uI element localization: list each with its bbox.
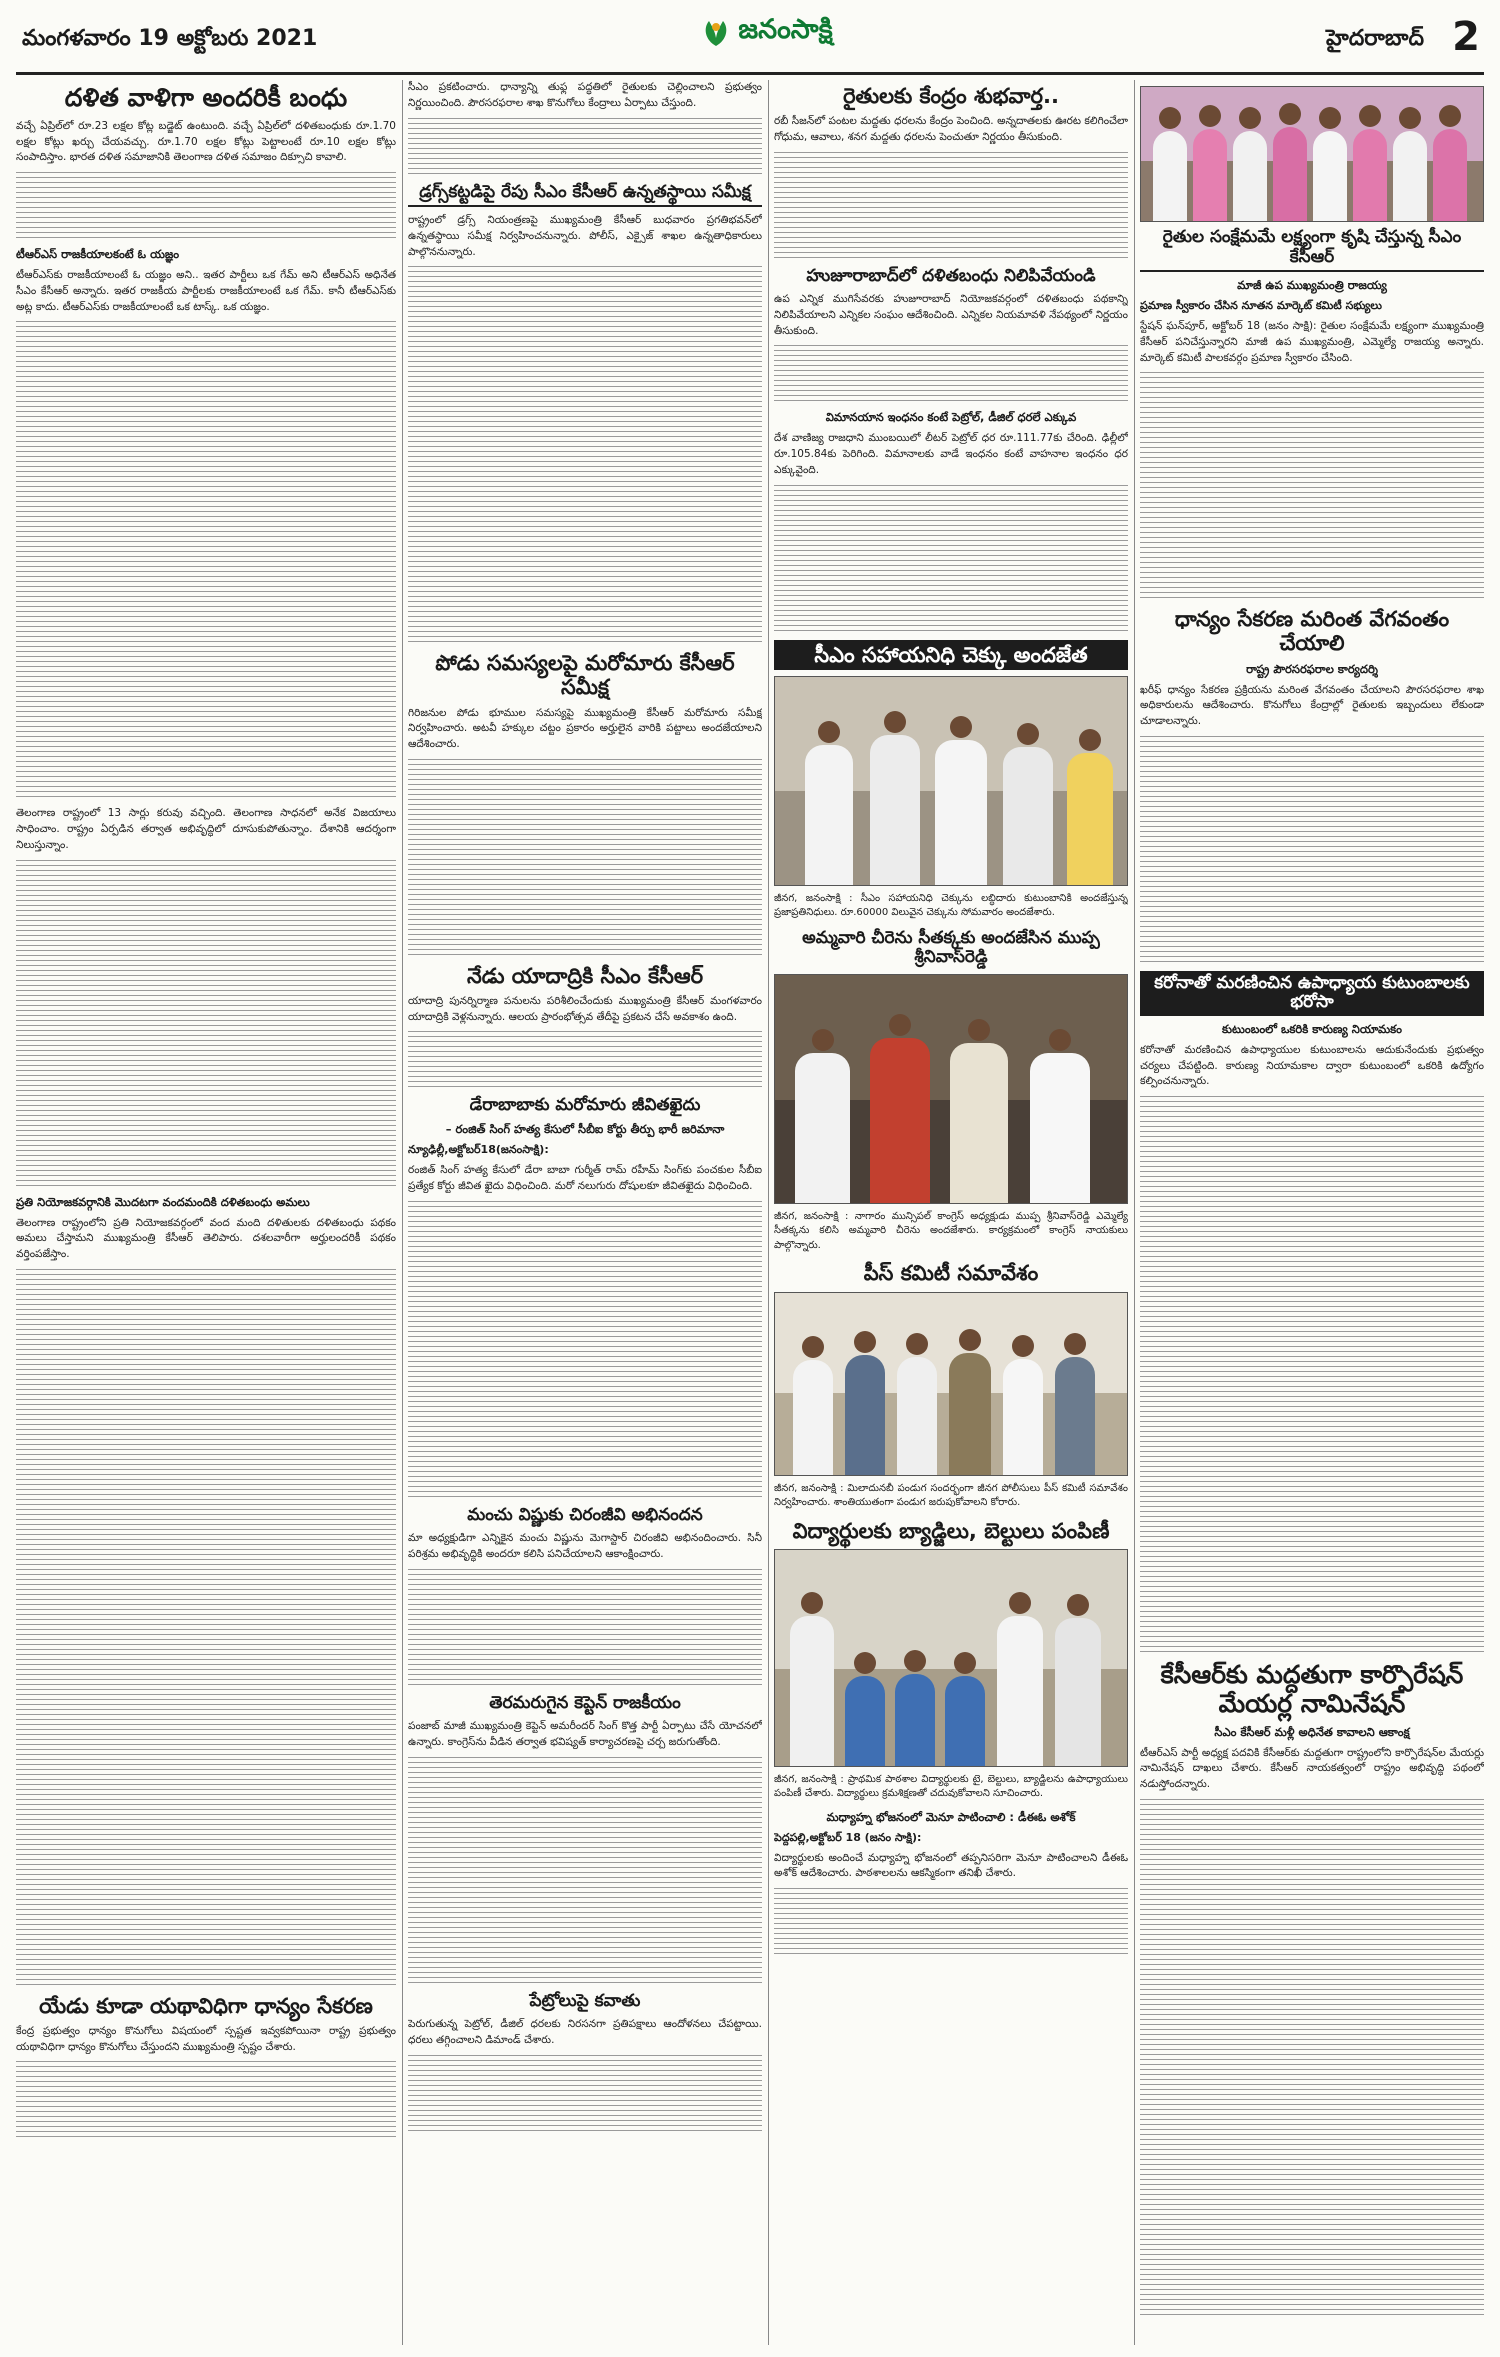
news-photo	[1140, 86, 1484, 222]
article-text: కేంద్ర ప్రభుత్వం ధాన్యం కొనుగోలు విషయంలో స్పష్టత ఇవ్వకపోయినా రాష్ట్ర ప్రభుత్వం యథావిధిగా ధాన్యం కొనుగోలు చేస్తుందని ముఖ్యమంత్రి స్పష్టం చేశారు.	[16, 2024, 396, 2053]
text-block	[16, 860, 396, 1190]
headline: యేడు కూడా యథావిధిగా ధాన్యం సేకరణ	[39, 1993, 373, 2018]
article-text: కరోనాతో మరణించిన ఉపాధ్యాయుల కుటుంబాలను ఆదుకునేందుకు ప్రభుత్వం చర్యలు చేపట్టింది. కారుణ్య నియామకాల ద్వారా కుటుంబంలో ఒకరికి ఉద్యోగం కల్పించనున్నారు.	[1140, 1043, 1484, 1088]
subheading: టీఆర్‌ఎస్‌ రాజకీయాలకంటే ఓ యజ్ఞం	[16, 247, 180, 261]
headline: పోడు సమస్యలపై మరోమారు కేసీఆర్‌ సమీక్ష	[435, 651, 735, 700]
text-block	[408, 759, 762, 959]
text-block	[408, 1201, 762, 1501]
subheading: కుటుంబంలో ఒకరికి కారుణ్య నియామకం	[1222, 1021, 1402, 1036]
headline: డ్రగ్స్‌కట్టడిపై రేపు సీఎం కేసీఆర్‌ ఉన్నతస్థాయి సమీక్ష	[408, 183, 762, 208]
headline: పీస్‌ కమిటీ సమావేశం	[863, 1261, 1039, 1286]
headline: మంచు విష్ణుకు చిరంజీవి అభినందన	[467, 1504, 703, 1525]
column-divider	[768, 80, 769, 2345]
text-block	[408, 1757, 762, 1987]
article-text: సీఎం ప్రకటించారు. ధాన్యాన్ని తుఫ్ల పద్ధతిలో రైతులకు చెల్లించాలని ప్రభుత్వం నిర్ణయించింది. పౌరసరఫరాల శాఖ కొనుగోలు కేంద్రాలు ఏర్పాటు చేస్తుంది.	[408, 81, 762, 109]
article-text: వచ్చే ఏప్రిల్‌లో రూ.23 లక్షల కోట్ల బడ్జెట్‌ ఉంటుంది. వచ్చే ఏప్రిల్‌లో దళితబంధుకు రూ.1.70 లక్షల కోట్లు ఖర్చు చేయవచ్చు. రూ.1.70 లక్షల కోట్లు పెట్టాలంటే రూ.10 లక్షల కోట్లు సంపాదిస్తాం. భారత దళిత సమాజానికి తెలంగాణ దళిత సమాజం దిక్సూచి కావాలి.	[16, 119, 396, 164]
article-text: టీఆర్‌ఎస్‌ పార్టీ అధ్యక్ష పదవికి కేసీఆర్‌కు మద్దతుగా రాష్ట్రంలోని కార్పొరేషన్‌ల మేయర్లు నామినేషన్‌ దాఖలు చేశారు. కేసీఆర్‌ నాయకత్వంలో రాష్ట్రం అభివృద్ధి పథంలో నడుస్తోందన్నారు.	[1140, 1746, 1484, 1791]
column-1	[16, 80, 396, 2345]
text-block	[774, 152, 1128, 262]
text-block	[408, 1569, 762, 1689]
text-block	[1140, 1096, 1484, 1656]
headline: డేరాబాబాకు మరోమారు జీవితఖైదు	[469, 1095, 701, 1116]
page-number: 2	[1452, 14, 1480, 60]
text-block	[1140, 1799, 1484, 2319]
text-block	[16, 172, 396, 242]
brand-name: జనంసాక్షి	[738, 14, 833, 45]
article-text: ఖరీఫ్‌ ధాన్యం సేకరణ ప్రక్రియను మరింత వేగవంతం చేయాలని పౌరసరఫరాల శాఖ అధికారులను ఆదేశించారు. కొనుగోలు కేంద్రాల్లో రైతులకు ఇబ్బందులు లేకుండా చూడాలన్నారు.	[1140, 683, 1484, 728]
article-text: టీఆర్‌ఎస్‌కు రాజకీయాలంటే ఓ యజ్ఞం అని.. ఇతర పార్టీలు ఒక గేమ్‌ అని టీఆర్‌ఎస్‌ అధినేత సీఎం కేసీఆర్‌ అన్నారు. ఇతర రాజకీయ పార్టీలకు రాజకీయాలంటే ఒక గేమ్‌. కానీ టీఆర్‌ఎస్‌కు అట్ల కాదు. టీఆర్‌ఎస్‌కు రాజకీయాలంటే ఒక టాస్క్‌. ఒక యజ్ఞం.	[16, 269, 396, 313]
headline: రైతుల సంక్షేమమే లక్ష్యంగా కృషి చేస్తున్న సీఎం కేసీఆర్‌	[1140, 228, 1484, 272]
text-block	[774, 485, 1128, 635]
article-text: ఉప ఎన్నిక ముగిసేవరకు హుజూరాబాద్‌ నియోజకవర్గంలో దళితబంధు పథకాన్ని నిలిపివేయాలని ఎన్నికల సంఘం ఆదేశించింది. ఎన్నికల నియమావళి నేపథ్యంలో నిర్ణయం తీసుకుంది.	[774, 293, 1128, 337]
article-text: స్టేషన్‌ ఘన్‌పూర్‌, అక్టోబర్‌ 18 (జనం సాక్షి): రైతుల సంక్షేమమే లక్ష్యంగా ముఖ్యమంత్రి కేసీఆర్‌ పనిచేస్తున్నారని మాజీ ఉప ముఖ్యమంత్రి, ఎమ్మెల్యే రాజయ్య అన్నారు. మార్కెట్‌ కమిటీ పాలకవర్గం ప్రమాణ స్వీకారం చేసింది.	[1140, 320, 1484, 364]
headline: కేసీఆర్‌కు మద్దతుగా కార్పొరేషన్‌ మేయర్ల నామినేషన్‌	[1160, 1660, 1464, 1718]
article-text: రబీ సీజన్‌లో పంటల మద్దతు ధరలను కేంద్రం పెంచింది. అన్నదాతలకు ఊరట కలిగించేలా గోధుమ, ఆవాలు, శనగ మద్దతు ధరలను పెంచుతూ నిర్ణయం తీసుకుంది.	[774, 115, 1128, 143]
subheading: మధ్యాహ్న భోజనంలో మెనూ పాటించాలి : డీఈఓ అశోక్‌	[826, 1809, 1076, 1824]
photo-caption: జీనగ, జనంసాక్షి : మిలాదునబీ పండుగ సందర్భంగా జీనగ పోలీసులు పీస్‌ కమిటీ సమావేశం నిర్వహించారు. శాంతియుతంగా పండుగ జరుపుకోవాలని కోరారు.	[774, 1482, 1128, 1509]
article-text: రాష్ట్రంలో డ్రగ్స్‌ నియంత్రణపై ముఖ్యమంత్రి కేసీఆర్‌ బుధవారం ప్రగతిభవన్‌లో ఉన్నతస్థాయి సమీక్ష నిర్వహించనున్నారు. పోలీస్‌, ఎక్సైజ్‌ శాఖల ఉన్నతాధికారులు పాల్గొననున్నారు.	[408, 214, 762, 258]
headline: రైతులకు కేంద్రం శుభవార్త..	[843, 84, 1059, 108]
article-text: యాదాద్రి పునర్నిర్మాణ పనులను పరిశీలించేందుకు ముఖ్యమంత్రి కేసీఆర్‌ మంగళవారం యాదాద్రికి వెళ్లనున్నారు. ఆలయ ప్రారంభోత్సవ తేదీపై ప్రకటన చేసే అవకాశం ఉంది.	[408, 994, 762, 1023]
news-photo	[774, 676, 1128, 886]
dateline: ప్రమాణ స్వీకారం చేసిన నూతన మార్కెట్‌ కమిటీ సభ్యులు	[1140, 299, 1382, 313]
text-block	[16, 321, 396, 801]
masthead	[16, 8, 1484, 75]
dateline: న్యూఢిల్లీ,అక్టోబర్‌18(జనంసాక్షి):	[408, 1143, 549, 1157]
article-text: మా అధ్యక్షుడిగా ఎన్నికైన మంచు విష్ణును మెగాస్టార్‌ చిరంజీవి అభినందించారు. సినీ పరిశ్రమ అభివృద్ధికి అందరూ కలిసి పనిచేయాలని ఆకాంక్షించారు.	[408, 1532, 762, 1560]
news-photo	[774, 974, 1128, 1204]
text-block	[774, 345, 1128, 405]
article-text: తెలంగాణ రాష్ట్రంలోని ప్రతి నియోజకవర్గంలో వంద మంది దళితులకు దళితబంధు పథకం అమలు చేస్తామని ముఖ్యమంత్రి కేసీఆర్‌ తెలిపారు. దశలవారీగా అర్హులందరికీ పథకం వర్తింపజేస్తాం.	[16, 1216, 396, 1260]
issue-date: మంగళవారం 19 అక్టోబరు 2021	[22, 26, 318, 51]
text-block	[1140, 736, 1484, 966]
photo-caption: జీనగ, జనంసాక్షి : సీఎం సహాయనిధి చెక్కును లబ్ధిదారు కుటుంబానికి అందజేస్తున్న ప్రజాప్రతినిధులు. రూ.60000 విలువైన చెక్కును సోమవారం అందజేశారు.	[774, 892, 1128, 919]
column-4	[1140, 80, 1484, 2345]
text-block	[408, 118, 762, 178]
subheading: ప్రతి నియోజకవర్గానికి మొదటగా వందమందికి దళితబంధు అమలు	[16, 1194, 310, 1209]
text-block	[16, 2061, 396, 2141]
brand	[656, 14, 876, 52]
text-block	[408, 2055, 762, 2135]
photo-caption: జీనగ, జనంసాక్షి : నాగారం మున్సిపల్‌ కాంగ్రెస్‌ అధ్యక్షుడు ముప్ప శ్రీనివాస్‌రెడ్డి ఎమ్మెల్యే సీతక్కను కలిసి అమ్మవారి చీరెను అందజేశారు. కార్యక్రమంలో కాంగ్రెస్‌ నాయకులు పాల్గొన్నారు.	[774, 1210, 1128, 1251]
article-text: పంజాబ్‌ మాజీ ముఖ్యమంత్రి కెప్టెన్‌ అమరీందర్‌ సింగ్‌ కొత్త పార్టీ ఏర్పాటు చేసే యోచనలో ఉన్నారు. కాంగ్రెస్‌ను వీడిన తర్వాత భవిష్యత్‌ కార్యాచరణపై చర్చ జరుగుతోంది.	[408, 1720, 762, 1748]
article-text: పెరుగుతున్న పెట్రోల్‌, డీజిల్‌ ధరలకు నిరసనగా ప్రతిపక్షాలు ఆందోళనలు చేపట్టాయి. ధరలు తగ్గించాలని డిమాండ్‌ చేశారు.	[408, 2018, 762, 2046]
text-block	[774, 1888, 1128, 1958]
headline: విద్యార్థులకు బ్యాడ్జిలు, బెల్టులు పంపిణీ	[792, 1518, 1110, 1543]
subheading: విమానయాన ఇంధనం కంటే పెట్రోల్‌, డీజిల్‌ ధరలే ఎక్కువ	[825, 410, 1077, 425]
column-3	[774, 80, 1128, 2345]
text-block	[408, 266, 762, 646]
headline: తెరమరుగైన కెప్టెన్‌ రాజకీయం	[489, 1692, 681, 1713]
news-photo	[774, 1292, 1128, 1476]
column-divider	[402, 80, 403, 2345]
text-block	[16, 1269, 396, 1989]
headline: దళిత వాళిగా అందరికీ బంధు	[64, 83, 348, 112]
subheading: – రంజిత్‌ సింగ్‌ హత్య కేసులో సీబీఐ కోర్టు తీర్పు భారీ జరిమానా	[445, 1122, 725, 1137]
article-text: దేశ వాణిజ్య రాజధాని ముంబయిలో లీటర్‌ పెట్రోల్‌ ధర రూ.111.77కు చేరింది. ఢిల్లీలో రూ.105.84కు పెరిగింది. విమానాలకు వాడే ఇంధనం కంటే వాహనాల ఇంధనం ధర ఎక్కువైంది.	[774, 432, 1128, 476]
headline: ధాన్యం సేకరణ మరింత వేగవంతం చేయాలి	[1174, 607, 1450, 656]
headline: కరోనాతో మరణించిన ఉపాధ్యాయ కుటుంబాలకు భరోసా	[1140, 971, 1484, 1016]
headline: పేట్రోలుపై కవాతు	[529, 1990, 641, 2011]
dateline: పెద్దపల్లి,అక్టోబర్‌ 18 (జనం సాక్షి):	[774, 1830, 922, 1844]
logo-icon	[699, 18, 733, 48]
headline: అమ్మవారి చీరెను సీతక్కకు అందజేసిన ముప్ప శ్రీనివాస్‌రెడ్డి	[802, 927, 1100, 968]
edition-city: హైదరాబాద్	[1326, 26, 1424, 51]
subheading: మాజీ ఉప ముఖ్యమంత్రి రాజయ్య	[1237, 278, 1387, 293]
headline: హుజూరాబాద్‌లో దళితబంధు నిలిపివేయండి	[806, 265, 1096, 286]
text-block	[408, 1031, 762, 1091]
column-2	[408, 80, 762, 2345]
column-divider	[1134, 80, 1135, 2345]
article-text: విద్యార్థులకు అందించే మధ్యాహ్న భోజనంలో తప్పనిసరిగా మెనూ పాటించాలని డీఈఓ అశోక్‌ ఆదేశించారు. పాఠశాలలను ఆకస్మికంగా తనిఖీ చేశారు.	[774, 1851, 1128, 1880]
article-text: గిరిజనుల పోడు భూముల సమస్యపై ముఖ్యమంత్రి కేసీఆర్‌ మరోమారు సమీక్ష నిర్వహించారు. అటవీ హక్కుల చట్టం ప్రకారం అర్హులైన వారికి పట్టాలు అందజేయాలని ఆదేశించారు.	[408, 706, 762, 751]
columns	[16, 80, 1484, 2345]
text-block	[1140, 372, 1484, 602]
article-text: తెలంగాణ రాష్ట్రంలో 13 సార్లు కరువు వచ్చింది. తెలంగాణ సాధనలో అనేక విజయాలు సాధించాం. రాష్ట్రం ఏర్పడిన తర్వాత అభివృద్ధిలో దూసుకుపోతున్నాం. దేశానికి ఆదర్శంగా నిలుస్తున్నాం.	[16, 807, 396, 851]
subheading: రాష్ట్ర పౌరసరఫరాల కార్యదర్శి	[1246, 661, 1378, 676]
headline: నేడు యాదాద్రికి సీఎం కేసీఆర్‌	[466, 963, 704, 988]
headline: సీఎం సహాయనిధి చెక్కు అందజేత	[774, 640, 1128, 670]
photo-caption: జీనగ, జనంసాక్షి : ప్రాథమిక పాఠశాల విద్యార్థులకు టై, బెల్టులు, బ్యాడ్జిలను ఉపాధ్యాయులు పంపిణీ చేశారు. విద్యార్థులు క్రమశిక్షణతో చదువుకోవాలని సూచించారు.	[774, 1773, 1128, 1800]
subheading: సీఎం కేసీఆర్‌ మళ్లీ అధినేత కావాలని ఆకాంక్ష	[1214, 1724, 1410, 1739]
article-text: రంజిత్‌ సింగ్‌ హత్య కేసులో డేరా బాబా గుర్మీత్‌ రామ్‌ రహీమ్‌ సింగ్‌కు పంచకుల సీబీఐ ప్రత్యేక కోర్టు జీవిత ఖైదు విధించింది. మరో నలుగురు దోషులకూ జీవితఖైదు విధించింది.	[408, 1164, 762, 1192]
news-photo	[774, 1549, 1128, 1767]
